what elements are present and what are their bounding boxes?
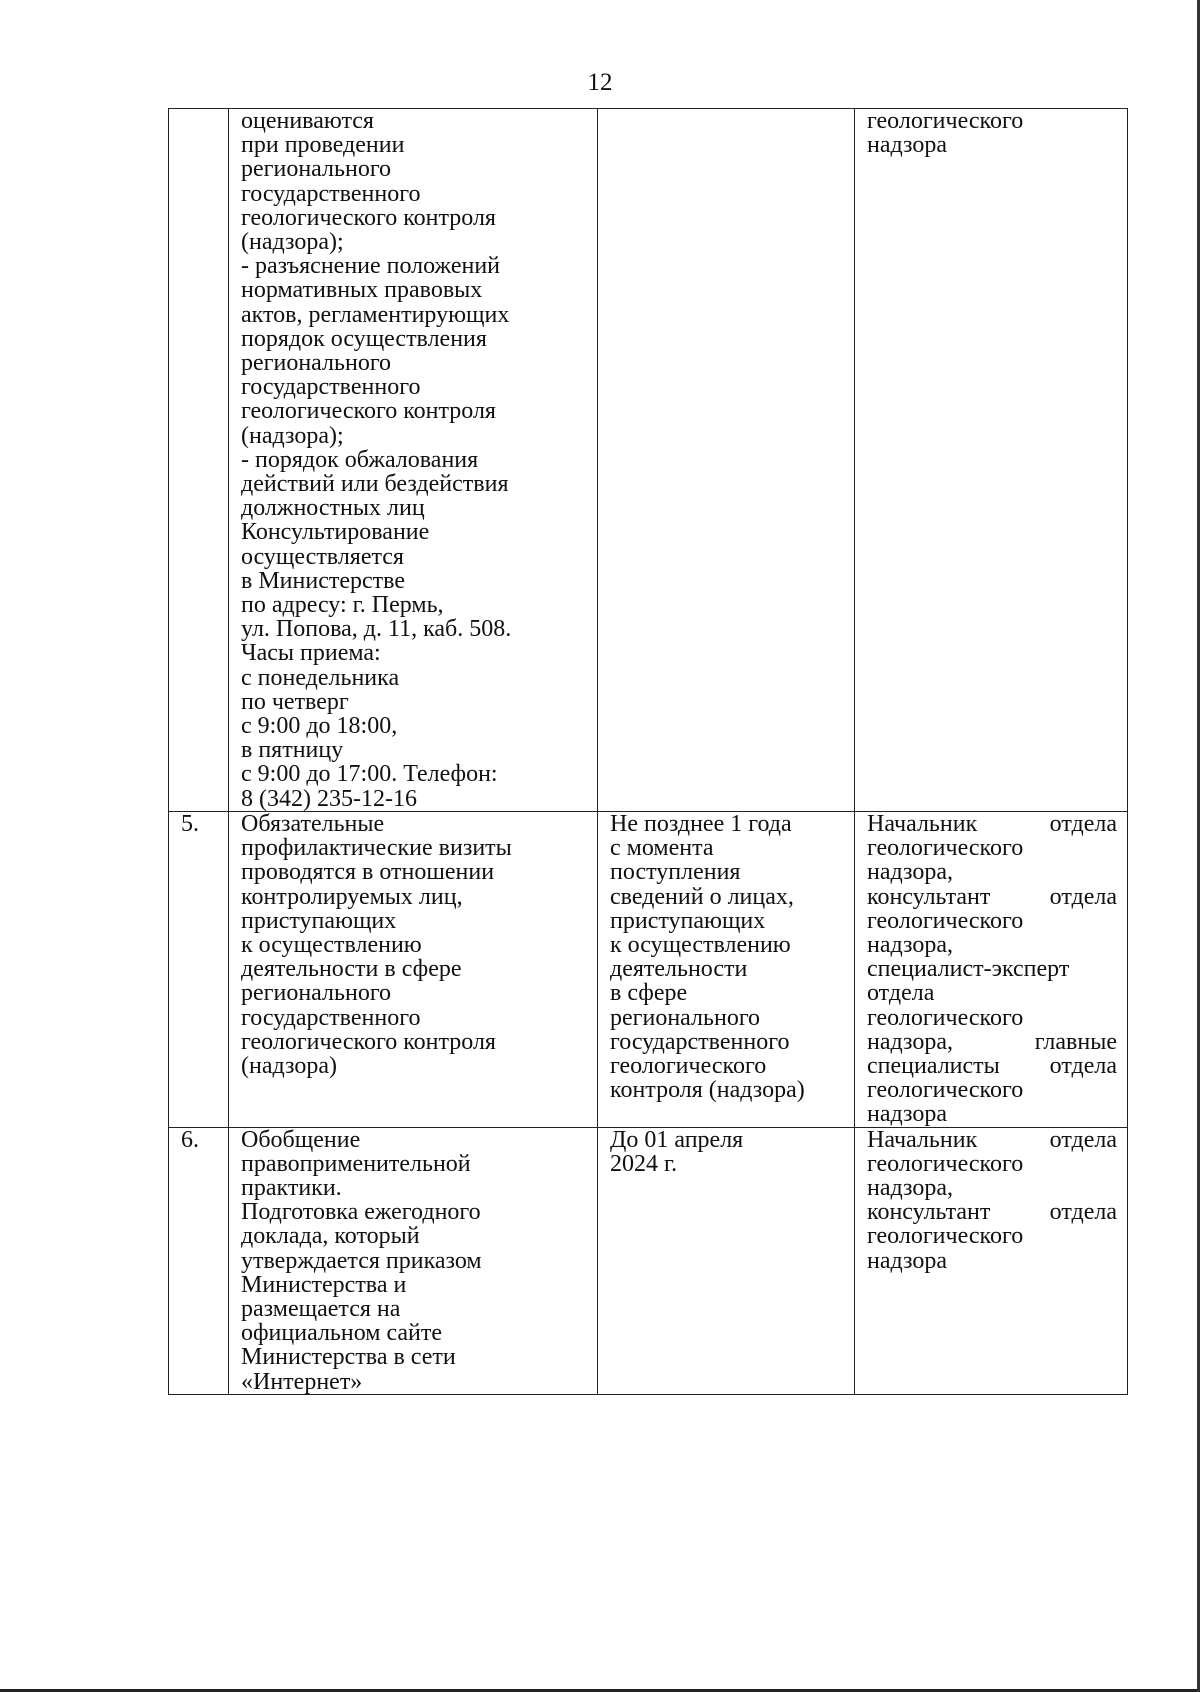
text-line: надзора, <box>867 1174 953 1201</box>
text-line: консультант отдела <box>867 883 1117 910</box>
text-line: геологического <box>610 1052 767 1079</box>
text-line: к осуществлению <box>610 931 791 958</box>
text-line: специалисты отдела <box>867 1052 1117 1079</box>
table-row <box>169 109 1128 812</box>
text-line: государственного <box>610 1028 790 1055</box>
text-line: отдела <box>867 980 935 1007</box>
text-line: геологического <box>867 835 1024 862</box>
measure-content-cell <box>229 109 598 812</box>
text-line: контролируемых лиц, <box>241 883 463 910</box>
text-line: 2024 г. <box>610 1150 678 1177</box>
text-line: утверждается приказом <box>241 1247 482 1274</box>
text-line: (надзора); <box>241 422 344 449</box>
text-line: практики. <box>241 1174 342 1201</box>
text-line: в сфере <box>610 980 688 1007</box>
text-line: специалист-эксперт <box>867 956 1070 983</box>
text-line: государственного <box>241 1004 421 1031</box>
text-line: Начальник отдела <box>867 1127 1117 1153</box>
text-line: надзора <box>867 1101 947 1128</box>
text-line: Консультирование <box>241 519 430 546</box>
deadline-cell <box>598 109 855 812</box>
text-line: правоприменительной <box>241 1150 471 1177</box>
text-line: Министерства и <box>241 1271 407 1298</box>
measure-content-cell <box>229 811 598 1127</box>
text-line: геологического <box>867 1223 1024 1250</box>
text-line: по адресу: г. Пермь, <box>241 592 444 619</box>
text-line: нормативных правовых <box>241 277 483 304</box>
text-line: (надзора) <box>241 1052 337 1079</box>
table-row <box>169 1127 1128 1394</box>
text-line: профилактические визиты <box>241 835 512 862</box>
text-line: размещается на <box>241 1295 401 1322</box>
row-number: 6. <box>181 1127 199 1153</box>
text-line: с понедельника <box>241 664 400 691</box>
text-line: Обязательные <box>241 811 385 837</box>
text-line: «Интернет» <box>241 1368 363 1395</box>
text-line: деятельности в сфере <box>241 956 462 983</box>
text-line: действий или бездействия <box>241 471 509 498</box>
text-line: контроля (надзора) <box>610 1077 805 1104</box>
text-line: государственного <box>241 180 421 207</box>
page-number: 12 <box>587 69 613 96</box>
text-line: к осуществлению <box>241 931 422 958</box>
text-line: Часы приема: <box>241 640 381 667</box>
text-line: Министерства в сети <box>241 1344 456 1371</box>
text-line: 8 (342) 235-12-16 <box>241 785 417 812</box>
text-line: До 01 апреля <box>610 1127 744 1153</box>
text-line: надзора, главные <box>867 1028 1117 1055</box>
text-line: регионального <box>241 980 392 1007</box>
text-line: геологического <box>867 1077 1024 1104</box>
text-line: Обобщение <box>241 1127 361 1153</box>
responsible-cell <box>855 811 1128 1127</box>
text-line: поступления <box>610 859 741 886</box>
measures-table <box>168 108 1128 1395</box>
text-line: приступающих <box>610 907 766 934</box>
text-line: с момента <box>610 835 714 862</box>
text-line: Подготовка ежегодного <box>241 1199 481 1226</box>
text-line: надзора, <box>867 931 953 958</box>
text-line: ул. Попова, д. 11, каб. 508. <box>241 616 512 643</box>
table-row <box>169 811 1128 1127</box>
text-line: геологического контроля <box>241 398 496 425</box>
deadline-cell <box>598 811 855 1127</box>
text-line: при проведении <box>241 132 405 159</box>
row-number-cell <box>169 1127 229 1394</box>
text-line: Не позднее 1 года <box>610 811 792 837</box>
text-line: с 9:00 до 18:00, <box>241 713 398 740</box>
measure-content-cell <box>229 1127 598 1394</box>
text-line: порядок осуществления <box>241 325 487 352</box>
responsible-cell <box>855 109 1128 812</box>
text-line: надзора, <box>867 859 953 886</box>
text-line: - порядок обжалования <box>241 446 479 473</box>
text-line: Начальник отдела <box>867 811 1117 837</box>
text-line: регионального <box>610 1004 761 1031</box>
text-line: осуществляется <box>241 543 404 570</box>
text-line: геологического <box>867 108 1024 134</box>
text-line: должностных лиц <box>241 495 425 522</box>
row-number-cell <box>169 109 229 812</box>
deadline-cell <box>598 1127 855 1394</box>
text-line: геологического <box>867 1150 1024 1177</box>
text-line: сведений о лицах, <box>610 883 794 910</box>
text-line: проводятся в отношении <box>241 859 495 886</box>
text-line: приступающих <box>241 907 397 934</box>
text-line: регионального <box>241 156 392 183</box>
text-line: надзора <box>867 1247 947 1274</box>
text-line: оцениваются <box>241 108 374 134</box>
text-line: по четверг <box>241 688 349 715</box>
text-line: официальном сайте <box>241 1320 443 1347</box>
text-line: в пятницу <box>241 737 344 764</box>
text-line: геологического <box>867 907 1024 934</box>
row-number-cell <box>169 811 229 1127</box>
text-line: с 9:00 до 17:00. Телефон: <box>241 761 498 788</box>
text-line: в Министерстве <box>241 567 405 594</box>
responsible-cell <box>855 1127 1128 1394</box>
text-line: актов, регламентирующих <box>241 301 510 328</box>
text-line: надзора <box>867 132 947 159</box>
row-number: 5. <box>181 811 199 837</box>
text-line: доклада, который <box>241 1223 420 1250</box>
text-line: (надзора); <box>241 229 344 256</box>
text-line: геологического контроля <box>241 1028 496 1055</box>
text-line: государственного <box>241 374 421 401</box>
text-line: деятельности <box>610 956 748 983</box>
text-line: консультант отдела <box>867 1199 1117 1226</box>
text-line: - разъяснение положений <box>241 253 501 280</box>
text-line: геологического <box>867 1004 1024 1031</box>
text-line: геологического контроля <box>241 204 496 231</box>
text-line: регионального <box>241 350 392 377</box>
